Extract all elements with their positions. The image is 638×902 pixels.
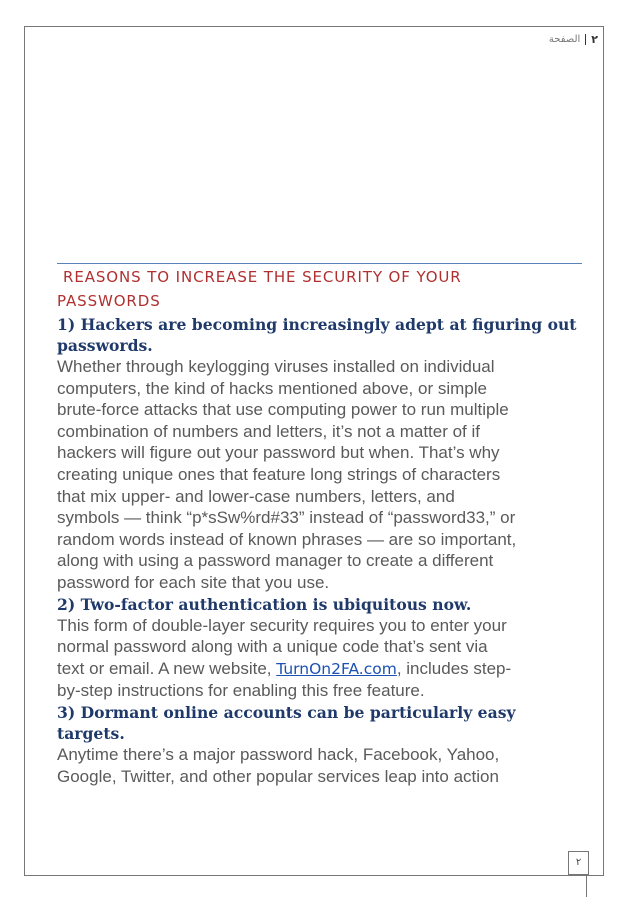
- link-line-before: text or email. A new website,: [57, 658, 277, 678]
- paragraph-line: creating unique ones that feature long strings of characters: [57, 464, 501, 484]
- section-title-line-2: PASSWORDS: [57, 292, 161, 310]
- paragraph-line: Whether through keylogging viruses installed on individual: [57, 357, 495, 376]
- paragraph-line: symbols — think “p*sSw%rd#33” instead of “password33,” or: [57, 508, 516, 528]
- item-3-heading-line: targets.: [57, 723, 125, 743]
- paragraph-line: This form of double-layer security requires you to enter your: [57, 615, 507, 635]
- paragraph-line: hackers will figure out your password but when. That’s why: [57, 443, 500, 463]
- header-page-label: الصفحة: [548, 34, 581, 45]
- document-body: [57, 265, 589, 787]
- section-title: [57, 265, 589, 313]
- item-2-paragraph: [57, 615, 589, 702]
- paragraph-line: Anytime there’s a major password hack, Facebook, Yahoo,: [57, 744, 500, 764]
- paragraph-line-with-link: [57, 658, 589, 681]
- paragraph-line: combination of numbers and letters, it’s not a matter of if: [57, 421, 481, 441]
- link-line-after: , includes step-: [396, 658, 512, 678]
- header-page-number: ٢: [591, 33, 598, 46]
- paragraph-line: normal password along with a unique code that’s sent via: [57, 637, 488, 657]
- item-1-heading-line: passwords.: [57, 336, 153, 355]
- section-title-line-1: REASONS TO INCREASE THE SECURITY OF YOUR: [63, 268, 462, 286]
- item-1-paragraph: [57, 356, 589, 594]
- item-1-heading-line: 1) Hackers are becoming increasingly adept at figuring out: [57, 315, 577, 334]
- paragraph-line: along with using a password manager to create a different: [57, 551, 494, 571]
- side-connector-line: [586, 875, 587, 897]
- paragraph-line: password for each site that you use.: [57, 572, 330, 592]
- side-page-number-box: ٢: [568, 851, 589, 875]
- item-3-heading-line: 3) Dormant online accounts can be particularly easy: [57, 702, 516, 722]
- paragraph-line: computers, the kind of hacks mentioned above, or simple: [57, 378, 487, 398]
- header-separator: [585, 34, 586, 45]
- paragraph-line: brute-force attacks that use computing power to run multiple: [57, 400, 509, 420]
- paragraph-line: that mix upper- and lower-case numbers, letters, and: [57, 486, 455, 506]
- turnon2fa-link[interactable]: TurnOn2FA.com: [276, 659, 397, 678]
- page-header: [549, 33, 598, 46]
- item-2-heading: [57, 594, 589, 615]
- paragraph-line: Google, Twitter, and other popular services leap into action: [57, 766, 499, 786]
- item-2-heading-line: 2) Two-factor authentication is ubiquitous now.: [57, 594, 472, 614]
- item-3-heading: [57, 702, 589, 744]
- paragraph-line: random words instead of known phrases — are so important,: [57, 529, 517, 549]
- paragraph-line: by-step instructions for enabling this free feature.: [57, 681, 425, 701]
- section-divider: [57, 263, 582, 264]
- item-1-heading: [57, 314, 589, 356]
- item-3-paragraph: [57, 744, 589, 787]
